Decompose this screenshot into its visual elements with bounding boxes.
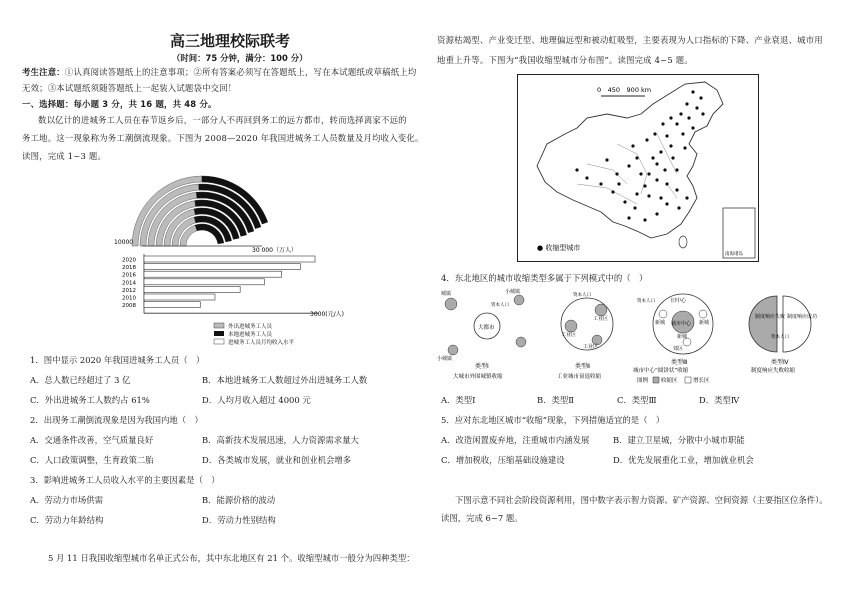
model2-zone-1 <box>595 304 607 316</box>
shrinking-city-map <box>517 74 759 262</box>
model1-desc: 大城市外围城镇收缩 <box>453 374 503 380</box>
model3-new-3-label: 新城 <box>677 334 688 340</box>
model1-town-1 <box>445 298 457 310</box>
notice-label: 考生注意： <box>22 67 65 77</box>
intro2-line-1: 资源枯竭型、产业变迁型、地理偏远型和被动虹吸型，主要表现为人口指标的下降、产业衰退、城市用 <box>437 35 823 45</box>
legend-grow-label: 增长区 <box>693 378 710 384</box>
city-dot-45 <box>639 172 642 175</box>
legend-swatch-income <box>214 339 224 344</box>
map-legend: ● 收缩型城市 <box>537 244 581 252</box>
legend-swatch-local <box>214 331 224 336</box>
legend-income: 进城务工人员月均收入水平 <box>228 340 295 346</box>
intro2-line-2: 地重上升等。下图为“我国收缩型城市分布图”。读图完成 4~5 题。 <box>437 55 693 65</box>
city-dot-32 <box>585 176 588 179</box>
hainan-island <box>679 236 687 248</box>
legend-grow-swatch <box>685 377 691 383</box>
model1-town-2-label: 小城镇 <box>505 289 521 295</box>
urban-shrink-models <box>437 288 837 384</box>
chart-label-right: 3000(元/人) <box>310 311 344 318</box>
city-dot-37 <box>631 144 634 147</box>
city-dot-20 <box>665 182 668 185</box>
model1-town-3 <box>448 345 458 355</box>
model1-town-2 <box>514 295 524 305</box>
model4-fail-half <box>749 296 777 352</box>
model-4 <box>749 296 817 374</box>
city-dot-11 <box>669 144 672 147</box>
city-dot-17 <box>647 172 650 175</box>
right-column <box>437 0 847 607</box>
q5-option-d[interactable]: D．优先发展重化工业，增加就业机会 <box>613 455 754 465</box>
q4-option-a[interactable]: A．类型Ⅰ <box>441 395 476 405</box>
city-dot-29 <box>615 172 618 175</box>
q4-option-d[interactable]: D．类型Ⅳ <box>699 395 740 405</box>
q5-stem: 5．应对东北地区城市“收缩”现象，下列措施适宜的是（ ） <box>441 415 665 425</box>
city-dot-34 <box>605 158 608 161</box>
chart-label-mid: 30 000（万人） <box>252 247 297 254</box>
city-dot-44 <box>685 196 688 199</box>
model3-desc: 城市中心“圆饼状”收缩 <box>633 368 689 374</box>
model-3 <box>633 294 713 374</box>
city-dot-43 <box>627 216 630 219</box>
bar-year-label: 2020 <box>122 257 136 264</box>
q3-option-b[interactable]: B．能源价格的波动 <box>202 495 276 505</box>
q3-option-c[interactable]: C．劳动力年龄结构 <box>30 515 104 525</box>
q3-stem: 3．影响进城务工人员收入水平的主要因素是（ ） <box>30 475 220 485</box>
city-dot-25 <box>623 200 626 203</box>
income-bar <box>144 286 240 292</box>
intro1-line-2: 务工地。这一现象称为务工潮倒流现象。下图为 2008—2020 年我国进城务工人员数量及月均收入变化。 <box>22 133 424 143</box>
bar-year-label: 2012 <box>122 287 136 294</box>
notice-text-1: ①认真阅读答题纸上的注意事项；②所有答案必须写在答题纸上，写在本试题纸或草稿纸上均 <box>64 67 417 77</box>
q4-stem: 4．东北地区的城市收缩类型多属于下列模式中的（ ） <box>441 273 648 283</box>
q1-option-d[interactable]: D．人均月收入超过 4000 元 <box>202 395 311 405</box>
migrant-worker-chart <box>112 160 372 346</box>
notice-line-2: 无效；③本试题纸须随答题纸上一起装入试题袋中交回！ <box>22 83 237 93</box>
model1-flow: 资本人口 <box>491 303 509 308</box>
city-dot-1 <box>699 96 702 99</box>
city-dot-22 <box>635 192 638 195</box>
bar-year-label: 2010 <box>122 295 136 302</box>
city-dot-30 <box>627 164 630 167</box>
legend-swatch-outside <box>214 323 224 328</box>
model3-new-1 <box>659 310 667 318</box>
bar-year-label: 2014 <box>122 280 136 287</box>
inset-label: 南海诸岛 <box>725 252 743 257</box>
intro1-line-3: 读图，完成 1~3 题。 <box>22 151 107 161</box>
map-scale: 0 450 900 km <box>597 86 652 94</box>
income-bars <box>122 254 318 313</box>
city-dot-16 <box>675 168 678 171</box>
city-dot-40 <box>677 206 680 209</box>
q3-option-d[interactable]: D．劳动力性别结构 <box>202 515 276 525</box>
model1-town-1-label: 城镇 <box>441 291 452 297</box>
city-dot-13 <box>671 156 674 159</box>
city-dot-26 <box>633 206 636 209</box>
city-dot-12 <box>659 150 662 153</box>
intro1-line-1: 数以亿计的进城务工人员在春节返乡后，一部分人不再回到务工的远方都市，转而选择离家不远的 <box>38 115 407 125</box>
city-dot-47 <box>683 146 686 149</box>
q4-option-c[interactable]: C．类型Ⅲ <box>617 395 657 405</box>
city-dot-27 <box>611 190 614 193</box>
model4-desc: 制度响应失败收缩 <box>751 368 796 374</box>
city-dot-39 <box>665 202 668 205</box>
model1-town-4 <box>516 337 526 347</box>
intro3-line-2: 读图，完成 6~7 题。 <box>441 513 523 523</box>
model4-success-half <box>783 296 811 352</box>
city-dot-8 <box>691 126 694 129</box>
model3-oldcenter-label: 旧中心 <box>671 298 687 304</box>
city-dot-2 <box>685 102 688 105</box>
bar-year-label: 2018 <box>122 265 136 272</box>
city-dot-31 <box>635 156 638 159</box>
city-dot-18 <box>655 178 658 181</box>
bar-year-label: 2016 <box>122 272 136 279</box>
q3-option-a[interactable]: A．劳动力市场供需 <box>30 495 104 505</box>
model4-fail-label: 制度响应失败 <box>755 314 786 320</box>
q2-option-c[interactable]: C．人口政策调整，生育政策二胎 <box>30 455 154 465</box>
q2-option-b[interactable]: B．高新技术发展迅速，人力资源需求量大 <box>202 435 359 445</box>
model2-desc: 工业城市衰退收缩 <box>557 374 602 380</box>
model3-center-label: 城市中心 <box>671 321 692 327</box>
income-bar <box>144 271 282 277</box>
income-bar <box>144 279 264 285</box>
model2-zone-2-label: 工业区 <box>561 332 577 338</box>
q1-stem: 1．图中显示 2020 年我国进城务工人员（ ） <box>30 355 205 365</box>
bar-year-label: 2008 <box>122 303 136 310</box>
model1-big-label: 大都市 <box>478 325 495 331</box>
chart-label-left: 10000 <box>114 239 134 246</box>
q1-option-a[interactable]: A．总人数已经超过了 3 亿 <box>30 375 131 385</box>
city-dot-7 <box>701 112 704 115</box>
city-dot-28 <box>599 182 602 185</box>
q1-option-b[interactable]: B．本地进城务工人数超过外出进城务工人数 <box>202 375 368 385</box>
city-dot-0 <box>691 90 694 93</box>
model3-new-2 <box>699 310 707 318</box>
model2-type: 类型Ⅱ <box>575 363 590 370</box>
left-column <box>22 0 432 607</box>
city-dot-10 <box>665 134 668 137</box>
model2-flow: 资本人口 <box>573 293 591 298</box>
city-dot-33 <box>575 168 578 171</box>
model2-zone-1-label: 工业区 <box>593 316 609 322</box>
model1-type: 类型Ⅰ <box>475 363 489 370</box>
model-2 <box>557 291 613 380</box>
q5-option-c[interactable]: C．增加税收，压缩基础设施建设 <box>441 455 565 465</box>
section-1-heading: 一、选择题：每小题 3 分，共 16 题，共 48 分。 <box>22 99 217 109</box>
model1-town-3-label: 小城镇 <box>437 356 453 362</box>
q1-option-c[interactable]: C．外出进城务工人数约占 61% <box>30 395 150 405</box>
q5-option-a[interactable]: A．改造闲置废弃地，注重城市内涵发展 <box>441 435 590 445</box>
income-bar <box>144 256 315 262</box>
city-dot-4 <box>679 112 682 115</box>
model4-success-label: 制度响应成功 <box>787 314 818 320</box>
model2-zone-3-label: 工业区 <box>583 344 599 350</box>
q2-option-d[interactable]: D．各类城市发展，就业和创业机会增多 <box>202 455 352 465</box>
q2-stem: 2．出现务工潮倒流现象是因为我国内地（ ） <box>30 415 203 425</box>
city-dot-14 <box>655 162 658 165</box>
model3-new-1-label: 新城 <box>655 320 666 326</box>
city-dot-49 <box>669 116 672 119</box>
city-dot-3 <box>695 106 698 109</box>
page-title: 高三地理校际联考 <box>170 32 291 50</box>
city-dot-9 <box>681 132 684 135</box>
income-bar <box>144 264 300 270</box>
model4-type: 类型Ⅳ <box>771 359 789 366</box>
city-dot-23 <box>647 194 650 197</box>
income-bar <box>144 294 215 300</box>
city-dot-15 <box>663 168 666 171</box>
city-dot-46 <box>651 156 654 159</box>
model3-type: 类型Ⅲ <box>671 359 688 366</box>
q2-option-a[interactable]: A．交通条件改善，空气质量良好 <box>30 435 154 445</box>
model3-flow: 资本人口 <box>637 299 655 304</box>
model3-suburb-label: 郊区 <box>673 346 684 352</box>
legend-shrink-swatch <box>653 377 659 383</box>
city-dot-19 <box>643 184 646 187</box>
south-sea-inset <box>723 208 755 258</box>
model4-flow: 资本人口 <box>771 335 789 340</box>
legend-shrink-label: 收缩区 <box>661 378 678 384</box>
city-dot-41 <box>655 212 658 215</box>
legend-local: 本地进城务工人员 <box>228 332 273 338</box>
city-dot-42 <box>643 218 646 221</box>
population-semicircle <box>132 176 268 246</box>
q5-option-b[interactable]: B．建立卫星城，分散中小城市职能 <box>613 435 745 445</box>
exam-meta: （时间：75 分钟，满分：100 分） <box>172 53 308 63</box>
city-dot-36 <box>653 132 656 135</box>
model2-zone-2 <box>565 320 577 332</box>
model-1 <box>437 288 526 380</box>
legend-outside: 外出进城务工人员 <box>228 324 273 330</box>
city-dot-35 <box>645 138 648 141</box>
intro3-line-1: 下图示意不同社会阶段资源利用，图中数字表示智力资源、矿产资源、空间资源（主要指区位条件）。 <box>455 495 828 505</box>
city-dot-48 <box>661 122 664 125</box>
model3-new-2-label: 新城 <box>699 320 710 326</box>
city-dot-21 <box>675 188 678 191</box>
city-dot-5 <box>687 116 690 119</box>
city-dot-6 <box>675 122 678 125</box>
models-legend-label: 图例 <box>637 378 649 384</box>
city-dot-38 <box>617 182 620 185</box>
city-dot-24 <box>659 196 662 199</box>
income-bar <box>144 302 200 308</box>
q4-option-b[interactable]: B．类型Ⅱ <box>537 395 574 405</box>
intro2-left: 5 月 11 日我国收缩型城市名单正式公布，其中东北地区有 21 个。收缩型城市一般分为四种类型： <box>48 553 415 563</box>
